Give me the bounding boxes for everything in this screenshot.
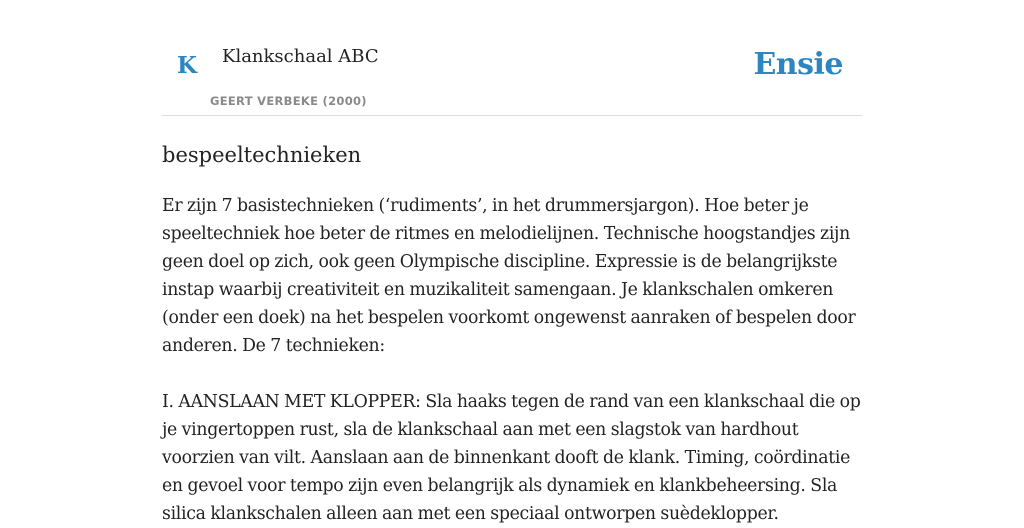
entry-paragraph: Er zijn 7 basistechnieken (‘rudiments’, in het drummersjargon). Hoe beter je speeltechniek hoe beter de ritmes en melodielijnen. Technische hoogstandjes zijn geen doel op zich, ook geen Olympische discipline. Expressie is de belangrijkste instap waarbij creativiteit en muzikaliteit samengaan. Je klankschalen omkeren (onder een doek) na het bespelen voorkomt ongewenst aanraken of bespelen door anderen. De 7 technieken: — [162, 196, 856, 356]
ensie-logo[interactable]: Ensie — [753, 47, 843, 82]
entry-page — [162, 0, 862, 528]
book-logo-icon[interactable]: K — [177, 52, 197, 79]
entry-paragraph: I. AANSLAAN MET KLOPPER: Sla haaks tegen de rand van een klankschaal die op je vingertoppen rust, sla de klankschaal aan met een slagstok van hardhout voorzien van vilt. Aanslaan aan de binnenkant dooft de klank. Timing, coördinatie en gevoel voor tempo zijn even belangrijk als dynamiek en klankbeheersing. Sla silica klankschalen alleen aan met een speciaal ontworpen suèdeklopper. — [162, 392, 861, 524]
book-author: GEERT VERBEKE (2000) — [210, 94, 367, 108]
entry-body — [162, 192, 862, 528]
book-title[interactable]: Klankschaal ABC — [222, 46, 379, 67]
page-header — [162, 0, 862, 116]
entry-title: bespeeltechnieken — [162, 143, 362, 167]
